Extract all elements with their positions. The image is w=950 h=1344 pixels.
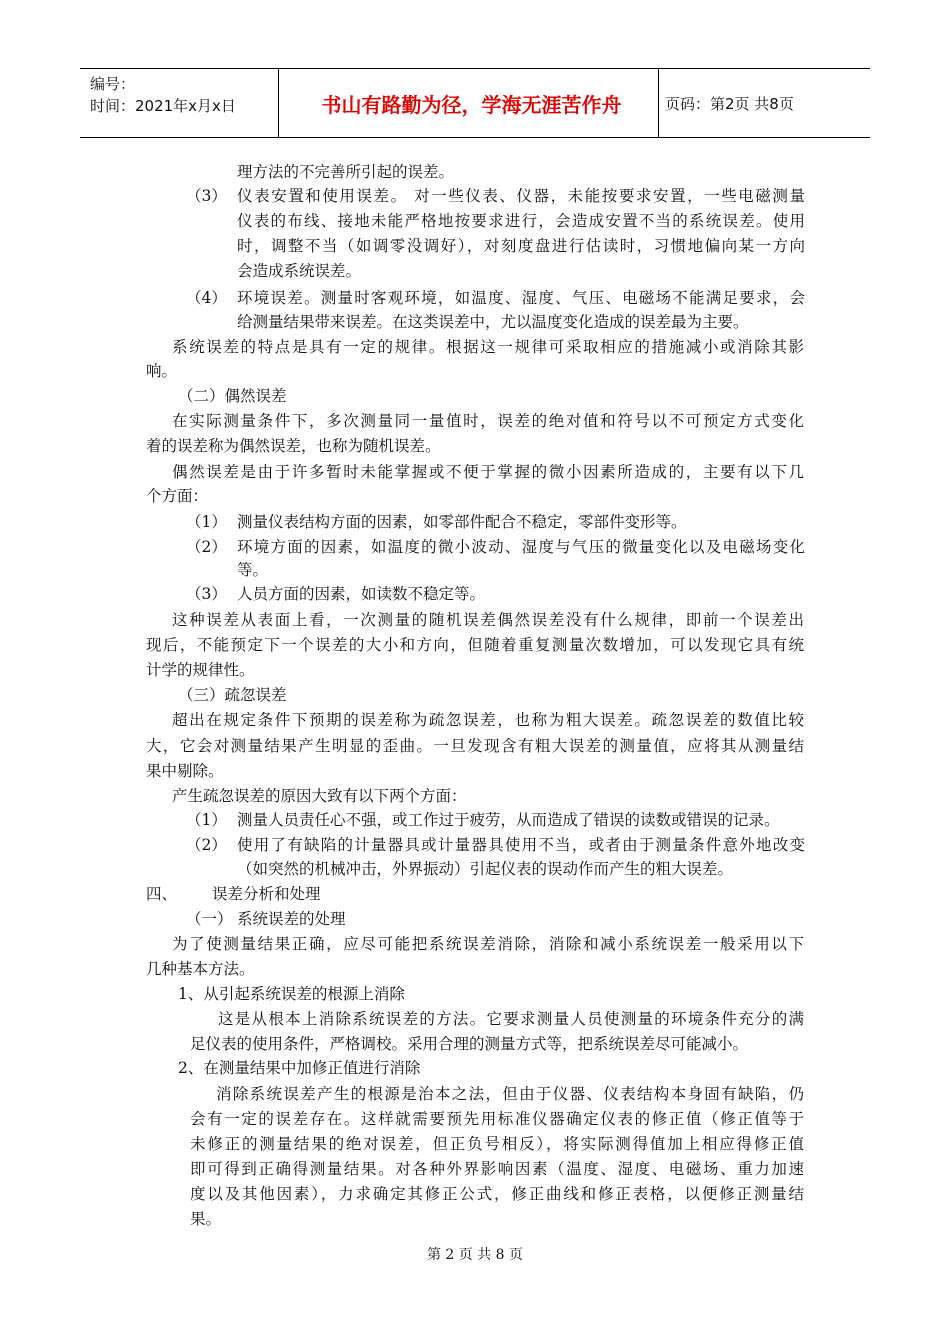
- method-heading: 1、从引起系统误差的根源上消除: [178, 985, 405, 1003]
- page-header: [80, 68, 870, 138]
- text-line: 偶然误差是由于许多暂时未能掌握或不便于掌握的微小因素所造成的，主要有以下几: [172, 463, 804, 481]
- text-line: 环境误差。测量时客观环境，如温度、湿度、气压、电磁场不能满足要求，会: [237, 289, 805, 307]
- text-line: 理方法的不完善所引起的误差。: [237, 163, 455, 181]
- list-marker: （1）: [186, 811, 227, 829]
- text-line: 度以及其他因素），力求确定其修正公式，修正曲线和修正表格，以便修正测量结: [190, 1185, 804, 1203]
- text-line: 测量仪表结构方面的因素，如零部件配合不稳定，零部件变形等。: [237, 513, 687, 531]
- subsection-heading: 系统误差的处理: [237, 910, 346, 928]
- header-divider: [658, 69, 659, 137]
- text-line: 响。: [146, 362, 178, 380]
- text-line: 果中剔除。: [146, 762, 224, 780]
- text-line: 足仪表的使用条件，严格调校。采用合理的测量方式等，把系统误差尽可能减小。: [190, 1035, 749, 1053]
- text-line: 现后，不能预定下一个误差的大小和方向，但随着重复测量次数增加，可以发现它具有统: [146, 636, 804, 654]
- section-heading: （二）偶然误差: [178, 387, 287, 405]
- text-line: 时，调整不当（如调零没调好），对刻度盘进行估读时，习惯地偏向某一方向: [237, 237, 805, 255]
- text-line: 使用了有缺陷的计量器具或计量器具使用不当，或者由于测量条件意外地改变: [237, 836, 805, 854]
- text-line: 几种基本方法。: [146, 960, 255, 978]
- header-page-code: 页码：第2页 共8页: [665, 94, 794, 113]
- text-line: 仪表的布线、接地未能严格地按要求进行，会造成安置不当的系统误差。使用: [237, 212, 805, 230]
- text-line: 等。: [237, 561, 269, 579]
- text-line: 会有一定的误差存在。这样就需要预先用标准仪器确定仪表的修正值（修正值等于: [190, 1110, 804, 1128]
- text-line: 这种误差从表面上看，一次测量的随机误差偶然误差没有什么规律，即前一个误差出: [172, 611, 804, 629]
- page-footer: 第 2 页 共 8 页: [426, 1247, 524, 1263]
- text-line: 着的误差称为偶然误差，也称为随机误差。: [146, 437, 441, 455]
- text-line: 即可得到正确得测量结果。对各种外界影响因素（温度、湿度、电磁场、重力加速: [190, 1160, 804, 1178]
- text-line: 这是从根本上消除系统误差的方法。它要求测量人员使测量的环境条件充分的满: [218, 1010, 804, 1028]
- text-line: 计学的规律性。: [146, 661, 255, 679]
- text-line: 会造成系统误差。: [237, 262, 362, 280]
- header-date: 时间：2021年x月x日: [90, 97, 236, 115]
- text-line: 人员方面的因素，如读数不稳定等。: [237, 585, 486, 603]
- list-marker: （2）: [186, 538, 227, 556]
- text-line: 超出在规定条件下预期的误差称为疏忽误差，也称为粗大误差。疏忽误差的数值比较: [172, 711, 804, 729]
- section-heading: 误差分析和处理: [212, 885, 321, 903]
- text-line: 测量人员责任心不强，或工作过于疲劳，从而造成了错误的读数或错误的记录。: [237, 811, 780, 829]
- subsection-number: （一）: [186, 910, 233, 928]
- header-divider: [278, 69, 279, 137]
- section-number: 四、: [146, 885, 178, 903]
- text-line: 仪表安置和使用误差。 对一些仪表、仪器，未能按要求安置，一些电磁测量: [237, 187, 805, 205]
- text-line: 果。: [190, 1210, 222, 1228]
- text-line: （如突然的机械冲击，外界振动）引起仪表的误动作而产生的粗大误差。: [237, 860, 734, 878]
- text-line: 给测量结果带来误差。在这类误差中，尤以温度变化造成的误差最为主要。: [237, 313, 749, 331]
- text-line: 为了使测量结果正确，应尽可能把系统误差消除，消除和减小系统误差一般采用以下: [172, 935, 804, 953]
- method-heading: 2、在测量结果中加修正值进行消除: [178, 1059, 421, 1077]
- text-line: 大，它会对测量结果产生明显的歪曲。一旦发现含有粗大误差的测量值，应将其从测量结: [146, 737, 804, 755]
- list-marker: （3）: [186, 585, 227, 603]
- header-number-label: 编号：: [90, 75, 136, 93]
- text-line: 系统误差的特点是具有一定的规律。根据这一规律可采取相应的措施减小或消除其影: [172, 338, 804, 356]
- text-line: 未修正的测量结果的绝对误差，但正负号相反），将实际测得值加上相应得修正值: [190, 1135, 804, 1153]
- header-meta: [90, 73, 236, 117]
- section-heading: （三）疏忽误差: [178, 686, 287, 704]
- list-marker: （4）: [186, 289, 227, 307]
- text-line: 环境方面的因素，如温度的微小波动、湿度与气压的微量变化以及电磁场变化: [237, 538, 805, 556]
- list-marker: （2）: [186, 836, 227, 854]
- text-line: 消除系统误差产生的根源是治本之法，但由于仪器、仪表结构本身固有缺陷，仍: [216, 1085, 804, 1103]
- text-line: 产生疏忽误差的原因大致有以下两个方面：: [172, 787, 467, 805]
- list-marker: （1）: [186, 513, 227, 531]
- header-motto: 书山有路勤为径，学海无涯苦作舟: [321, 92, 622, 117]
- text-line: 在实际测量条件下，多次测量同一量值时，误差的绝对值和符号以不可预定方式变化: [172, 412, 804, 430]
- text-line: 个方面：: [146, 487, 209, 505]
- list-marker: （3）: [186, 187, 227, 205]
